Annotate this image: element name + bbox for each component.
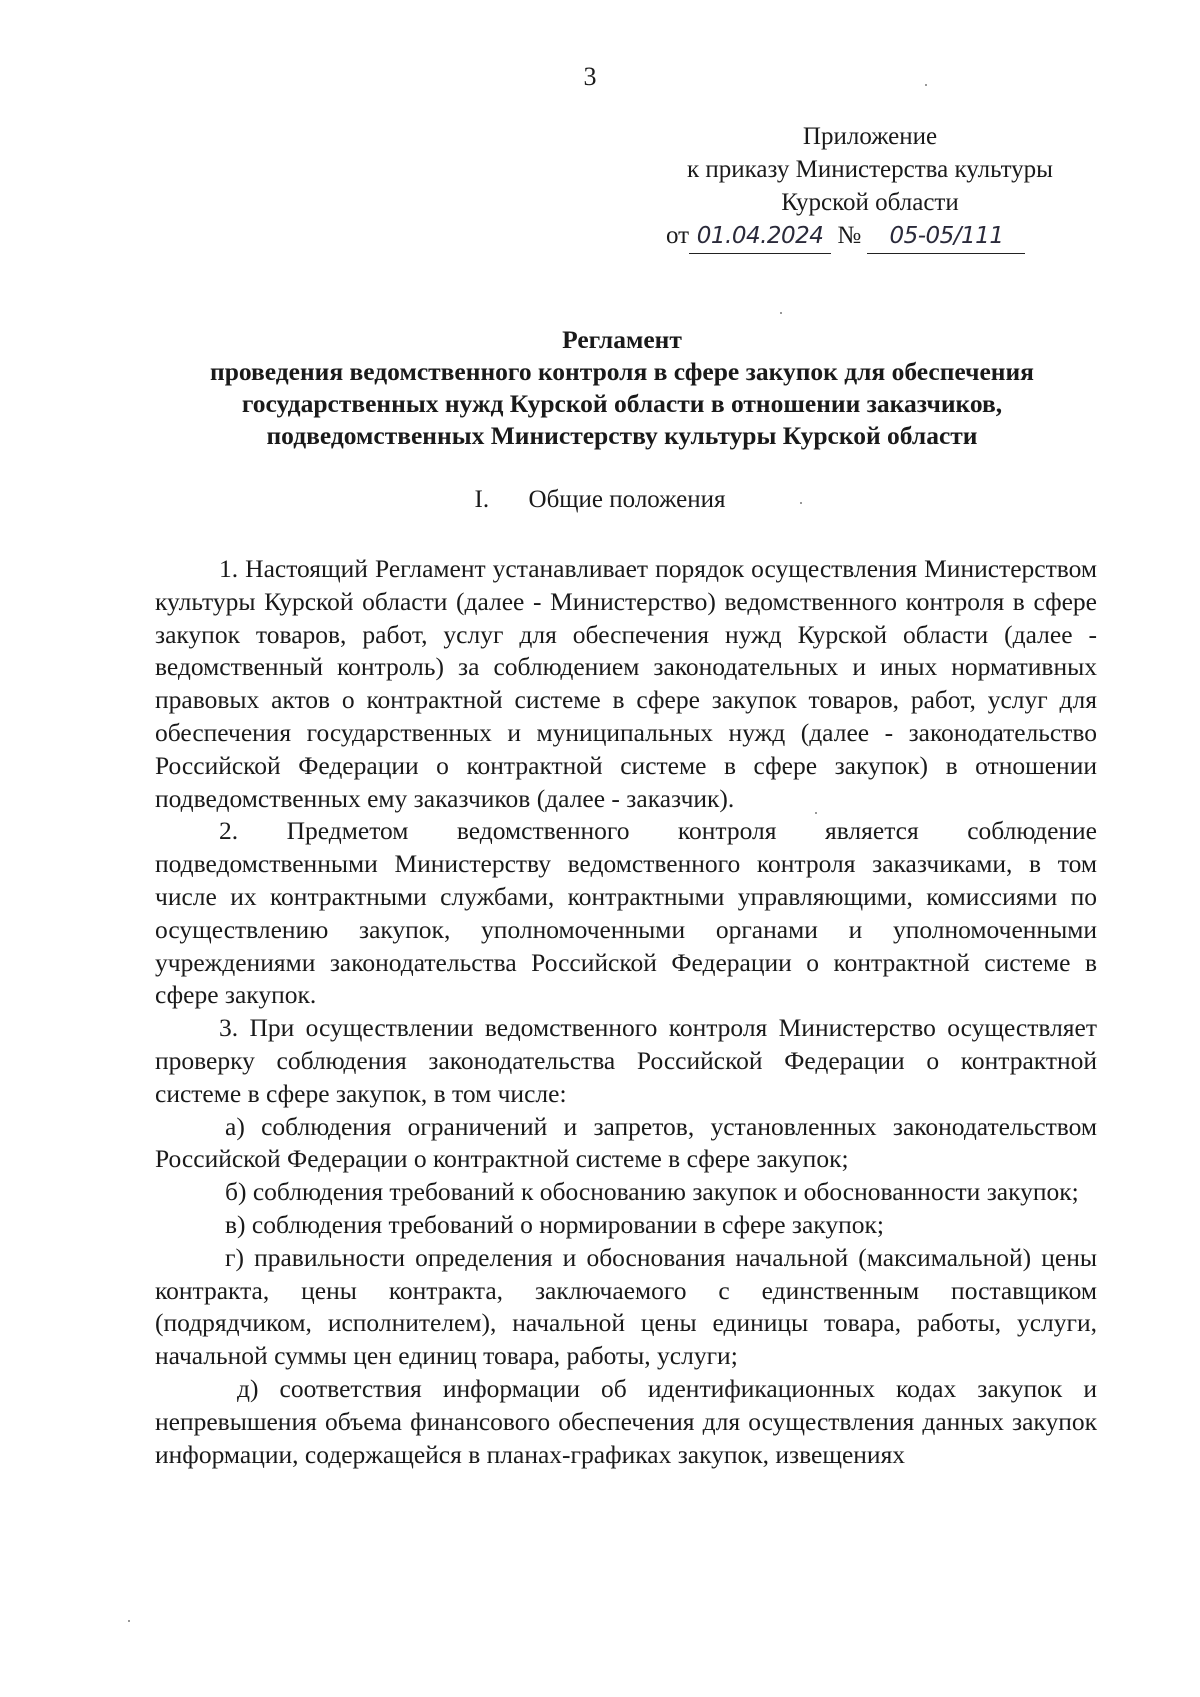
appendix-header [620, 120, 1120, 254]
paragraph-3: 3. При осуществлении ведомственного контроля Министерство осуществляет проверку соблюдения законодательства Российской Федерации о контрактной системе в сфере закупок, в том числе: [155, 1013, 1097, 1108]
subparagraph-b: б) соблюдения требований к обоснованию закупок и обоснованности закупок; [225, 1177, 1079, 1207]
order-date-number-line [666, 219, 1120, 254]
subparagraph-d: д) соответствия информации об идентификационных кодах закупок и непревышения объема финансового обеспечения для осуществления данных закупок информации, содержащейся в планах-графиках закупок, извещениях [155, 1373, 1097, 1469]
scan-speck [800, 502, 802, 504]
section-heading [0, 486, 1200, 514]
scan-speck [815, 812, 817, 814]
paragraph-1: 1. Настоящий Регламент устанавливает порядок осуществления Министерством культуры Курской области (далее - Министерство) ведомственного контроля в сфере закупок товаров, работ, услуг для обеспечения нужд Курской области (далее - ведомственный контроль) за соблюдением законодательных и иных нормативных правовых актов о контрактной системе в сфере закупок товаров, работ, услуг для обеспечения государственных и муниципальных нужд (далее - законодательство Российской Федерации о контрактной системе в сфере закупок) в отношении подведомственных ему заказчиков (далее - заказчик). [155, 554, 1097, 813]
handwritten-order-number: 05-05/111 [867, 220, 1025, 254]
document-title [150, 324, 1094, 452]
subparagraph-v: в) соблюдения требований о нормировании в сфере закупок; [225, 1209, 884, 1239]
handwritten-date: 01.04.2024 [689, 220, 831, 254]
page-number: 3 [583, 62, 597, 91]
title-line-2: государственных нужд Курской области в отношении заказчиков, [241, 389, 1003, 418]
document-body [155, 553, 1097, 1471]
scan-speck [780, 312, 782, 314]
paragraph-2: 2. Предметом ведомственного контроля является соблюдение подведомственными Министерству ведомственного контроля заказчиками, в том числе их контрактными службами, контрактными управляющими, комиссиями по осуществлению закупок, уполномоченными органами и уполномоченными учреждениями законодательства Российской Федерации о контрактной системе в сфере закупок. [155, 816, 1097, 1010]
scan-speck [925, 84, 927, 86]
appendix-region: Курской области [781, 189, 959, 216]
title-heading: Регламент [562, 325, 682, 354]
appendix-title: Приложение [802, 123, 938, 150]
title-line-3: подведомственных Министерству культуры Курской области [266, 421, 978, 450]
number-prefix: № [837, 222, 862, 249]
date-prefix: от [666, 222, 690, 249]
scan-speck [128, 1620, 130, 1622]
subparagraph-a: а) соблюдения ограничений и запретов, установленных законодательством Российской Федерации о контрактной системе в сфере закупок; [155, 1111, 1097, 1174]
section-title: Общие положения [528, 486, 726, 513]
title-line-1: проведения ведомственного контроля в сфере закупок для обеспечения [210, 357, 1034, 386]
appendix-order-ref: к приказу Министерства культуры [687, 156, 1053, 183]
subparagraph-g: г) правильности определения и обоснования начальной (максимальной) цены контракта, цены контракта, заключаемого с единственным поставщиком (подрядчиком, исполнителем), начальной цены единицы товара, работы, услуги, начальной суммы цен единиц товара, работы, услуги; [155, 1242, 1097, 1371]
section-number: I. [474, 486, 490, 513]
